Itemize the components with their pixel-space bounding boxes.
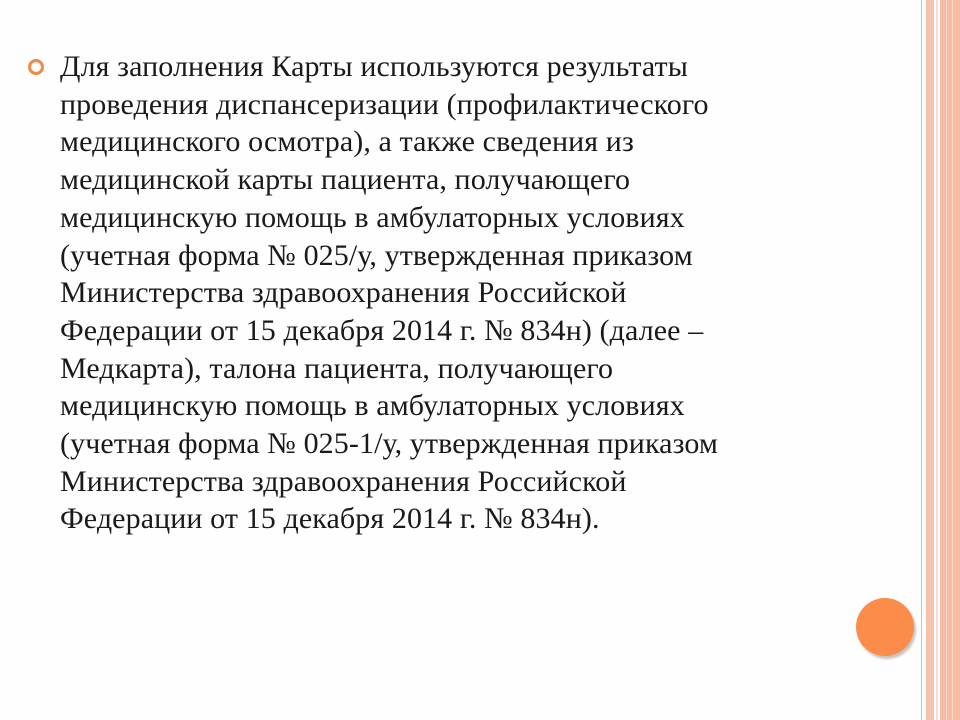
body-text-line: медицинскую помощь в амбулаторных условиях — [60, 200, 685, 234]
body-text-line: Министерства здравоохранения Российской — [60, 276, 627, 310]
body-text-line: медицинского осмотра), а также сведения из — [60, 125, 634, 159]
body-text-line: медицинской карты пациента, получающего — [60, 163, 631, 197]
decorative-stripe — [926, 0, 934, 720]
body-text-line: Медкарта), талона пациента, получающего — [60, 351, 614, 385]
circle-bullet-icon — [28, 59, 44, 75]
body-text-line: Для заполнения Карты используются результаты — [60, 50, 688, 83]
body-text-line: Федерации от 15 декабря 2014 г. № 834н). — [60, 502, 600, 536]
body-text-line: (учетная форма № 025-1/у, утвержденная приказом — [60, 427, 718, 461]
slide-body-text — [60, 48, 880, 538]
decorative-stripe — [936, 0, 938, 720]
decorative-stripe — [952, 0, 953, 720]
decorative-stripe — [940, 0, 960, 720]
orange-circle-decoration — [856, 598, 914, 656]
body-text-line: Федерации от 15 декабря 2014 г. № 834н) (далее – — [60, 313, 704, 347]
body-text-line: медицинскую помощь в амбулаторных условиях — [60, 389, 685, 423]
body-text-line: проведения диспансеризации (профилактического — [60, 87, 709, 121]
decorative-stripe — [921, 0, 922, 720]
body-text-line: (учетная форма № 025/у, утвержденная приказом — [60, 238, 693, 272]
decorative-stripe — [946, 0, 947, 720]
body-text-line: Министерства здравоохранения Российской — [60, 464, 627, 498]
